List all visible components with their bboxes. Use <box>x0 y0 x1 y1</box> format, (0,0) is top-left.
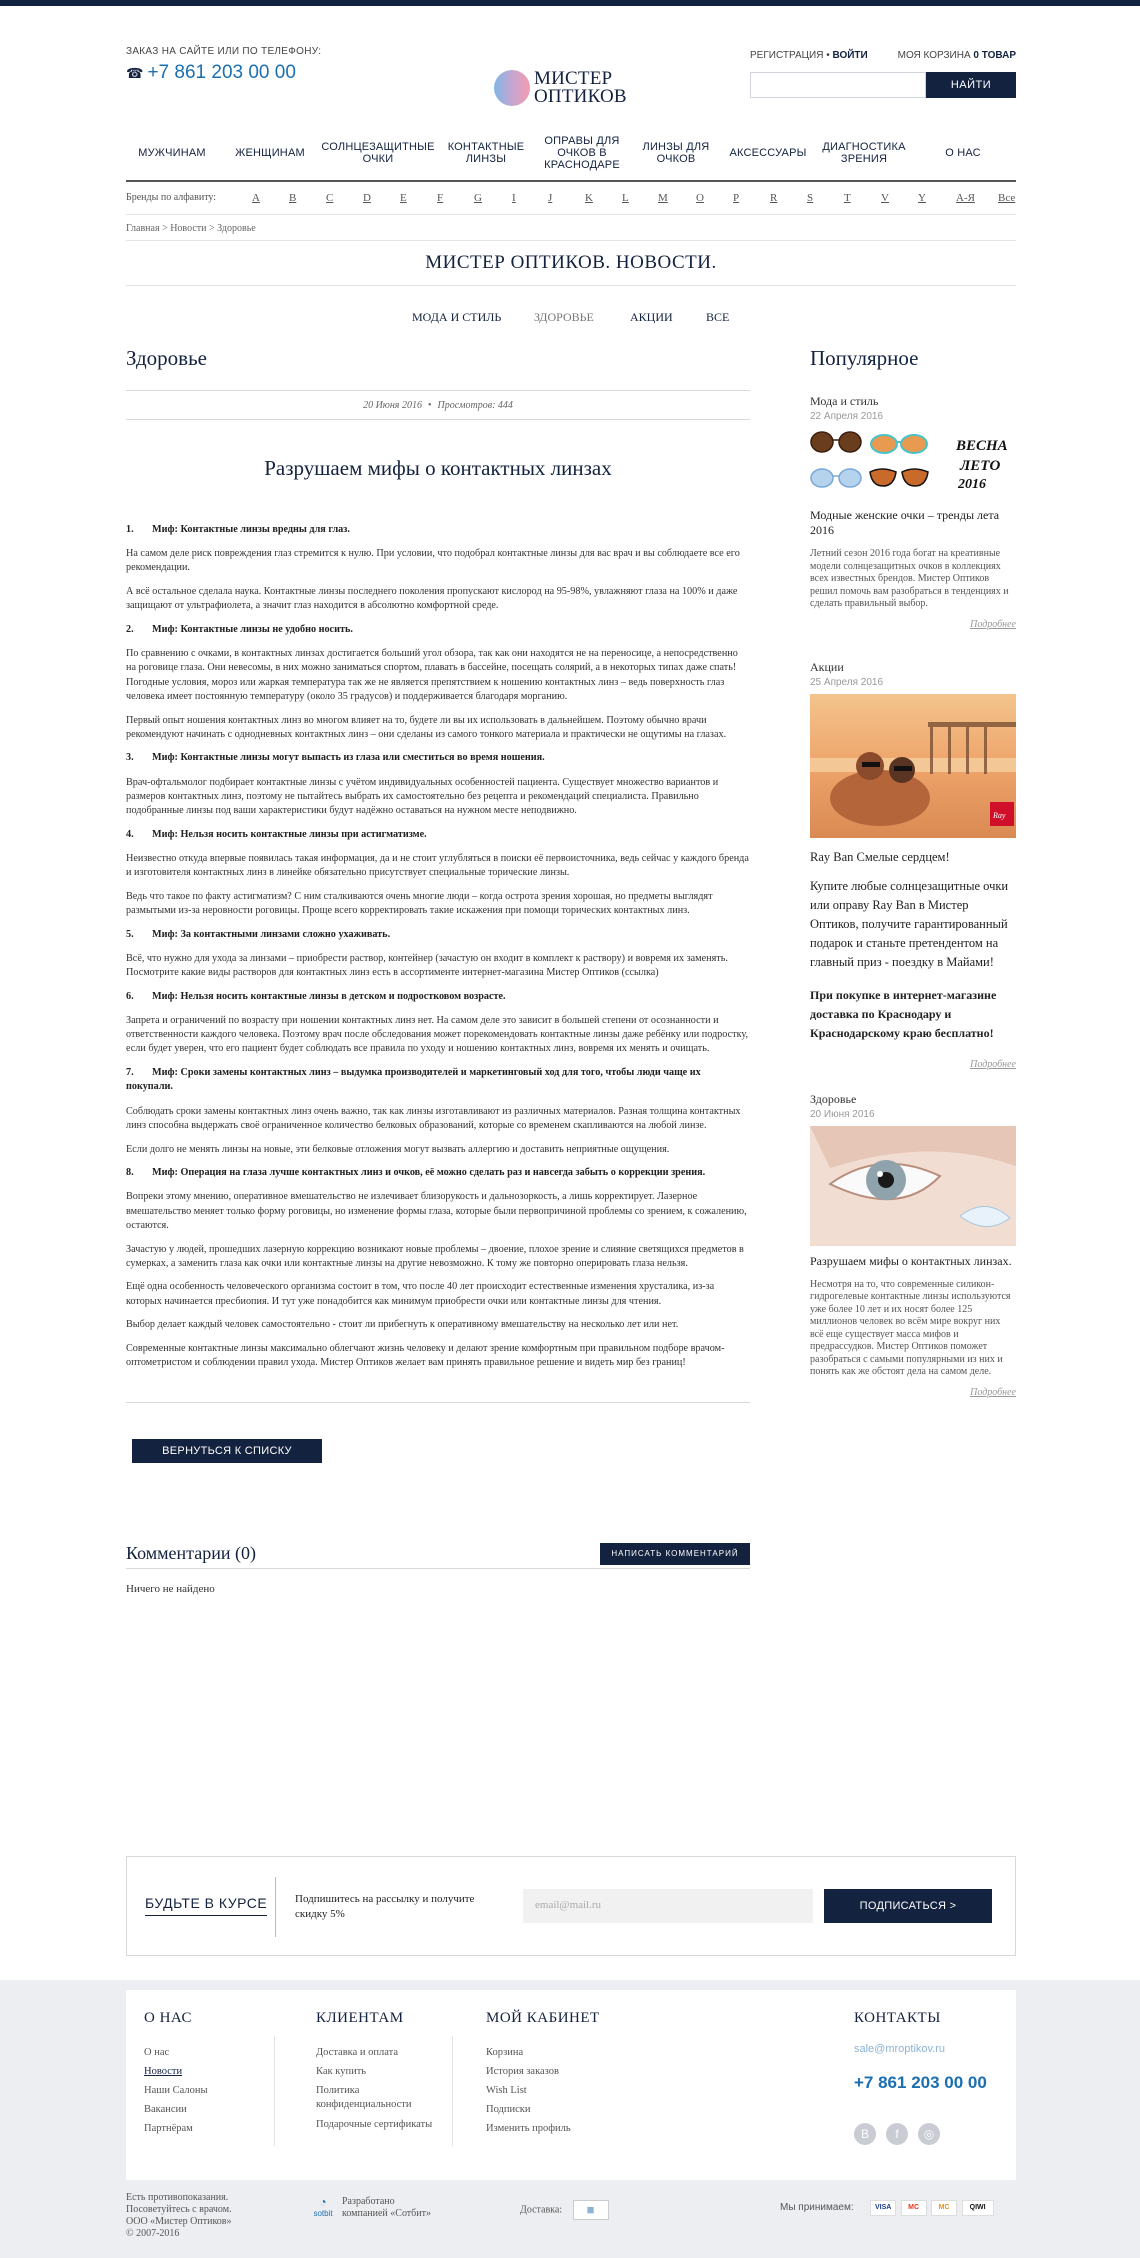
article-title: Разрушаем мифы о контактных линзах <box>264 456 612 480</box>
article-paragraph: Соблюдать сроки замены контактных линз очень важно, так как линзы изготавливают из различных материалов. Разная толщина контактных линз способна выдержать своё ограниченное количество белковых образований, которые со временем скапливаются на любой линзе. <box>126 1105 741 1131</box>
footer-divider <box>452 2036 453 2146</box>
brand-alphabet-label: Бренды по алфавиту: <box>126 192 217 203</box>
article-paragraph: Врач-офтальмолог подбирает контактные линзы с учётом индивидуальных особенностей пациента. Существует множество вариантов и размеров контактных линз, поэтому не пытайтесь выбрать их самостоятельно без рецепта и рекомендаций специалиста. Правильно подобранные линзы под ваши характеристики будут надёжно оставаться на нужном месте неподвижно. <box>126 776 719 817</box>
brand-letter[interactable]: E <box>400 192 407 204</box>
footer-link[interactable]: О нас <box>144 2047 170 2058</box>
header-phone-number: +7 861 203 00 00 <box>147 62 296 83</box>
brand-letter[interactable]: I <box>512 192 516 204</box>
cart-link[interactable] <box>898 50 1016 61</box>
cart-count: 0 ТОВАР <box>973 50 1016 61</box>
footer-disclaimer: Есть противопоказания. Посоветуйтесь с врачом. ООО «Мистер Оптиков» © 2007-2016 <box>126 2192 232 2239</box>
main-nav <box>126 126 1016 182</box>
comments-empty: Ничего не найдено <box>126 1583 215 1596</box>
myth-heading: 2. Миф: Контактные линзы не удобно носить. <box>126 624 353 636</box>
search-input[interactable] <box>750 72 926 98</box>
brand-letter[interactable]: Все <box>998 192 1016 204</box>
popular-headline[interactable]: Модные женские очки – тренды лета 2016 <box>810 508 1000 537</box>
footer-link[interactable]: Доставка и оплата <box>316 2047 399 2058</box>
payment-methods <box>780 2200 996 2216</box>
footer-col-title: КОНТАКТЫ <box>854 2010 941 2026</box>
order-label: ЗАКАЗ НА САЙТЕ ИЛИ ПО ТЕЛЕФОНУ: <box>126 46 322 57</box>
article-paragraph: Запрета и ограничений по возрасту при ношении контактных линз нет. На самом деле это зависит в большей степени от осознанности и ответственности каждого человека. Поэтому врач после обследования может порекомендовать контактные линзы даже ребёнку или подростку, если будет уверен, что его пациент будет соблюдать все правила по уходу и ношению контактных линз, вовремя их менять и очищать. <box>126 1015 749 1055</box>
sidebar-popular <box>810 346 1016 1398</box>
social-links <box>854 2123 987 2145</box>
popular-text: Купите любые солнцезащитные очки или оправу Ray Ban в Мистер Оптиков, получите гарантированный подарок и станьте претендентом на главный приз - поездку в Майами! <box>810 878 1009 969</box>
myth-heading: 7. Миф: Сроки замены контактных линз – выдумка производителей и маркетинговый ход для того, чтобы люди чаще их покупали. <box>126 1067 701 1093</box>
brand-letter[interactable]: B <box>289 192 297 204</box>
article-paragraph: Выбор делает каждый человек самостоятельно - стоит ли прибегнуть к оперативному вмешательству на несколько лет или нет. <box>126 1319 679 1331</box>
brand-letter[interactable]: F <box>437 192 444 204</box>
footer-col-title: О НАС <box>144 2010 193 2026</box>
nav-sunglasses[interactable]: СОЛНЦЕЗАЩИТНЫЕ ОЧКИ <box>321 141 435 165</box>
brand-letter[interactable]: A <box>252 192 260 204</box>
site-header <box>126 6 1016 126</box>
brand-letter[interactable]: R <box>770 192 778 204</box>
promo-line-2: ЛЕТО <box>960 458 1001 474</box>
popular-item-fashion[interactable] <box>810 394 1016 630</box>
nav-men[interactable]: МУЖЧИНАМ <box>138 147 206 159</box>
category-tabs <box>126 286 1016 348</box>
footer-link[interactable]: Партнёрам <box>144 2123 193 2134</box>
article-paragraph: Современные контактные линзы максимально облегчают жизнь человеку и делают зрение комфортным при правильном подборе врачом-оптометристом и соблюдении правил ухода. Мистер Оптиков желает вам принять правильное решение и видеть мир без границ! <box>126 1343 725 1369</box>
myth-heading: 6. Миф: Нельзя носить контактные линзы в детском и подростковом возрасте. <box>126 990 506 1002</box>
popular-category: Здоровье <box>810 1091 857 1106</box>
tab-all[interactable]: ВСЕ <box>706 310 730 324</box>
facebook-icon[interactable]: f <box>886 2123 908 2145</box>
subscribe-button[interactable]: ПОДПИСАТЬСЯ > <box>824 1889 992 1923</box>
article-views: Просмотров: 444 <box>437 400 513 411</box>
article-paragraph: Всё, что нужно для ухода за линзами – приобрести раствор, контейнер (зачастую он входит в комплект к раствору) и вовремя их заменять. Посмотрите какие виды растворов для контактных линз есть в ассортименте интернет-магазина Мистер Оптиков (ссылка) <box>126 952 728 979</box>
footer-link[interactable]: Изменить профиль <box>486 2123 571 2134</box>
newsletter-divider <box>275 1877 276 1937</box>
truck-icon: ■ <box>573 2200 609 2220</box>
page-title: МИСТЕР ОПТИКОВ. НОВОСТИ. <box>126 240 1016 286</box>
popular-date: 20 Июня 2016 <box>810 1108 875 1120</box>
popular-text: Несмотря на то, что современные силикон-гидрогелевые контактные линзы используются уже более 10 лет и их носят более 125 миллионов человек во всём мире вокруг них всё еще существует масса мифов и предрассудков. Мистер Оптиков поможет разобраться с самыми популярными из них и понять как же обстоят дела на самом деле. <box>810 1278 1011 1377</box>
login-link[interactable]: ВОЙТИ <box>832 50 868 61</box>
footer-link[interactable]: Подписки <box>486 2104 531 2115</box>
myth-heading: 4. Миф: Нельзя носить контактные линзы при астигматизме. <box>126 828 427 840</box>
sidebar-title: Популярное <box>810 346 919 370</box>
logo-circle-icon <box>494 70 530 106</box>
footer-link[interactable]: История заказов <box>486 2066 559 2077</box>
footer-col-cabinet <box>486 2010 600 2138</box>
nav-diagnostics[interactable]: ДИАГНОСТИКА ЗРЕНИЯ <box>822 141 906 165</box>
nav-about[interactable]: О НАС <box>945 147 981 159</box>
myth-heading: 5. Миф: За контактными линзами сложно ухаживать. <box>126 928 391 940</box>
nav-frames[interactable]: ОПРАВЫ ДЛЯ ОЧКОВ В КРАСНОДАРЕ <box>544 135 620 171</box>
beach-photo-icon <box>810 694 1016 838</box>
article-divider <box>126 1402 750 1403</box>
instagram-icon[interactable]: ◎ <box>918 2123 940 2145</box>
developer-credit[interactable]: ◔ sotbit Разработано компанией «Сотбит» <box>310 2196 431 2220</box>
footer-link[interactable]: Вакансии <box>144 2104 187 2115</box>
logo-text: МИСТЕР ОПТИКОВ <box>534 68 627 107</box>
popular-category: Акции <box>810 659 844 674</box>
newsletter-box <box>126 1856 1016 1956</box>
footer-link[interactable]: Корзина <box>486 2047 524 2058</box>
popular-bold-text: При покупке в интернет-магазине доставка по Краснодару и Краснодарскому краю бесплатно! <box>810 987 997 1040</box>
phone-icon: ☎ <box>126 65 144 81</box>
footer-col-contacts <box>854 2010 987 2145</box>
mastercard-icon: MC <box>901 2200 927 2216</box>
separator-dot: • <box>427 400 432 411</box>
popular-date: 22 Апреля 2016 <box>810 411 884 422</box>
sunglasses-icon <box>810 428 1016 500</box>
more-link[interactable]: Подробнее <box>970 1386 1016 1398</box>
tab-fashion[interactable]: МОДА И СТИЛЬ <box>412 310 502 324</box>
promo-line-3: 2016 <box>958 477 986 492</box>
payment-label: Мы принимаем: <box>780 2202 854 2214</box>
breadcrumb[interactable]: Главная > Новости > Здоровье <box>126 214 1016 240</box>
brand-letter[interactable]: C <box>326 192 334 204</box>
popular-headline[interactable]: Ray Ban Смелые сердцем! <box>810 849 950 864</box>
popular-item-health[interactable] <box>810 1092 1016 1398</box>
footer-link[interactable]: Новости <box>144 2066 183 2077</box>
myth-heading: 1. Миф: Контактные линзы вредны для глаз. <box>126 524 350 535</box>
vk-icon[interactable]: В <box>854 2123 876 2145</box>
back-to-list-button[interactable]: ВЕРНУТЬСЯ К СПИСКУ <box>132 1439 322 1463</box>
myth-heading: 8. Миф: Операция на глаза лучше контактных линз и очков, её можно сделать раз и навсегда забыть о коррекции зрения. <box>126 1167 706 1179</box>
nav-lenses[interactable]: ЛИНЗЫ ДЛЯ ОЧКОВ <box>642 141 710 165</box>
popular-text: Летний сезон 2016 года богат на креативные модели солнцезащитных очков в коллекциях всех известных брендов. Мистер Оптиков решил помочь вам разобраться в тенденциях и сделать правильный выбор. <box>810 548 1009 609</box>
tab-health[interactable]: ЗДОРОВЬЕ <box>534 310 594 324</box>
comments-title: Комментарии (0) <box>126 1543 256 1564</box>
article-paragraph: Зачастую у людей, прошедших лазерную коррекцию возникают новые проблемы – двоение, плохое зрение и слияние светящихся предметов в сумерках, а заменить глаза как очки или контактные линзы на другие невозможно. К тому же повторно оперировать глаза нельзя. <box>126 1243 744 1269</box>
sotbit-logo-icon: ◔ sotbit <box>313 2195 333 2218</box>
separator-dot: • <box>826 50 833 61</box>
article-meta <box>126 390 750 420</box>
article-paragraph: Если долго не менять линзы на новые, эти белковые отложения могут вызвать аллергию и доставить неприятные ощущения. <box>126 1143 670 1155</box>
brand-letter[interactable]: D <box>363 192 371 204</box>
popular-category: Мода и стиль <box>810 394 879 408</box>
header-phone[interactable] <box>126 62 296 84</box>
footer-link[interactable]: Как купить <box>316 2066 367 2077</box>
more-link[interactable]: Подробнее <box>970 618 1016 630</box>
register-link[interactable]: РЕГИСТРАЦИЯ <box>750 50 824 61</box>
footer-col-clients <box>316 2010 456 2134</box>
visa-icon: VISA <box>870 2200 896 2216</box>
brand-letter[interactable]: L <box>622 192 629 204</box>
footer-col-title: КЛИЕНТАМ <box>316 2010 404 2026</box>
brand-letter[interactable]: S <box>807 192 814 204</box>
footer-phone[interactable]: +7 861 203 00 00 <box>854 2073 987 2092</box>
article-paragraph: Первый опыт ношения контактных линз во многом влияет на то, будете ли вы их использовать в дальнейшем. Поэтому обычно врачи рекомендуют начинать с однодневных контактных линз – они сделаны из самого тонкого материала и практически не ощутимы на глазах. <box>126 714 727 740</box>
cart-label: МОЯ КОРЗИНА <box>897 50 971 61</box>
brand-letter[interactable]: O <box>696 192 704 204</box>
popular-image-sunglasses[interactable] <box>810 428 1016 500</box>
article-paragraph: На самом деле риск повреждения глаз стремится к нулю. При условии, что подобрал контактные линзы для вас врач и вы соблюдаете все его рекомендации. <box>126 548 740 574</box>
footer-links-box <box>126 1990 1016 2180</box>
brand-letter[interactable]: J <box>548 192 553 204</box>
popular-headline[interactable]: Разрушаем мифы о контактных линзах. <box>810 1253 1012 1268</box>
account-links <box>750 50 868 61</box>
footer-col-about <box>144 2010 208 2138</box>
footer-link[interactable]: Политика конфиденциальности <box>316 2085 412 2110</box>
newsletter-email-input[interactable]: email@mail.ru <box>523 1889 813 1923</box>
section-title: Здоровье <box>126 346 207 370</box>
article-paragraph: Ведь что такое по факту астигматизм? С ним сталкиваются очень многие люди – когда острота зрения хорошая, но предметы выглядят размытыми из-за неровности роговицы. Проще всего корректировать такие искажения при помощи торических контактных линз. <box>126 890 713 917</box>
article-paragraph: Неизвестно откуда впервые появилась такая информация, да и не стоит углубляться в поиски её первоисточника, ведь сейчас у каждого бренда и изготовителя контактных линз в линейке обязательно присутствует специальные торические линзы. <box>126 852 749 879</box>
promo-line-1: ВЕСНА <box>956 438 1008 454</box>
article-paragraph: По сравнению с очками, в контактных линзах достигается больший угол обзора, так как они находятся не на переносице, а непосредственно на роговице глаза. Они невесомы, в них можно заниматься спортом, плавать в бассейне, посещать солярий, а в некоторых типах даже спать! Погодные условия, мороз или жаркая температура так же не является препятствием к ношению контактных линз – ведь поверхность глаз человека имеет постоянную температуру (около 35 градусов) и поддерживается благодаря морганию. <box>126 648 738 702</box>
brand-letter[interactable]: T <box>844 192 851 204</box>
tab-promotions[interactable]: АКЦИИ <box>630 310 673 324</box>
brand-letter[interactable]: K <box>585 192 593 204</box>
nav-accessories[interactable]: АКСЕССУАРЫ <box>729 147 807 159</box>
footer-email[interactable]: sale@mroptikov.ru <box>854 2043 946 2055</box>
brand-letter[interactable]: V <box>881 192 889 204</box>
footer-link[interactable]: Наши Салоны <box>144 2085 208 2096</box>
maestro-icon: MC <box>931 2200 957 2216</box>
site-logo[interactable] <box>494 68 654 112</box>
nav-contact-lenses[interactable]: КОНТАКТНЫЕ ЛИНЗЫ <box>447 141 525 165</box>
article-date: 20 Июня 2016 <box>363 400 422 411</box>
article-paragraph: Вопреки этому мнению, оперативное вмешательство не излечивает близорукость и дальнозоркость, а лишь корректирует. Лазерное вмешательство меняет только форму роговицы, но изменение формы глаза, которые были первопричиной проблемы со зрением, к сожалению, остаются. <box>126 1191 747 1231</box>
svg-text:Ray: Ray <box>993 810 1006 820</box>
eye-photo-icon <box>810 1126 1016 1246</box>
brand-letter[interactable]: А-Я <box>956 192 975 204</box>
newsletter-text: Подпишитесь на рассылку и получите скидку 5% <box>295 1893 475 1920</box>
site-footer <box>0 1980 1140 2258</box>
brand-letter[interactable]: P <box>733 192 740 204</box>
brand-letter[interactable]: Y <box>918 192 926 204</box>
brand-letter[interactable]: M <box>658 192 668 204</box>
delivery-label: Доставка: <box>520 2204 563 2216</box>
comments-header <box>126 1543 750 1569</box>
popular-item-promo[interactable] <box>810 660 1016 1070</box>
write-comment-button[interactable]: НАПИСАТЬ КОММЕНТАРИЙ <box>600 1543 750 1565</box>
newsletter-title: БУДЬТЕ В КУРСЕ <box>145 1895 267 1916</box>
brand-letter[interactable]: G <box>474 192 482 204</box>
brand-alphabet <box>126 182 1016 214</box>
footer-divider <box>274 2036 275 2146</box>
qiwi-icon: QIWI <box>962 2200 994 2216</box>
footer-link[interactable]: Подарочные сертификаты <box>316 2119 433 2130</box>
article-paragraph: Ещё одна особенность человеческого организма состоит в том, что после 40 лет происходит естественные изменения хрусталика, из-за которых начинается пресбиопия. И тут уже понадобится как минимум приобрести очки или контактные линзы для чтения. <box>126 1281 715 1307</box>
footer-link[interactable]: Wish List <box>486 2085 527 2096</box>
popular-date: 25 Апреля 2016 <box>810 676 884 688</box>
popular-image-eye[interactable] <box>810 1126 1016 1246</box>
article <box>126 346 750 1595</box>
myth-heading: 3. Миф: Контактные линзы могут выпасть из глаза или сместиться во время ношения. <box>126 752 545 764</box>
article-paragraph: А всё остальное сделала наука. Контактные линзы последнего поколения пропускают кислород на 95-98%, увлажняют глаза на 100% и даже защищают от ультрафиолета, а значит глаз находится в абсолютно комфортной среде. <box>126 586 738 612</box>
more-link[interactable]: Подробнее <box>970 1058 1016 1070</box>
delivery-info <box>520 2200 609 2220</box>
footer-col-title: МОЙ КАБИНЕТ <box>486 2010 600 2026</box>
search-button[interactable]: НАЙТИ <box>926 72 1016 98</box>
popular-image-rayban-beach[interactable] <box>810 694 1016 838</box>
nav-women[interactable]: ЖЕНЩИНАМ <box>235 147 305 159</box>
